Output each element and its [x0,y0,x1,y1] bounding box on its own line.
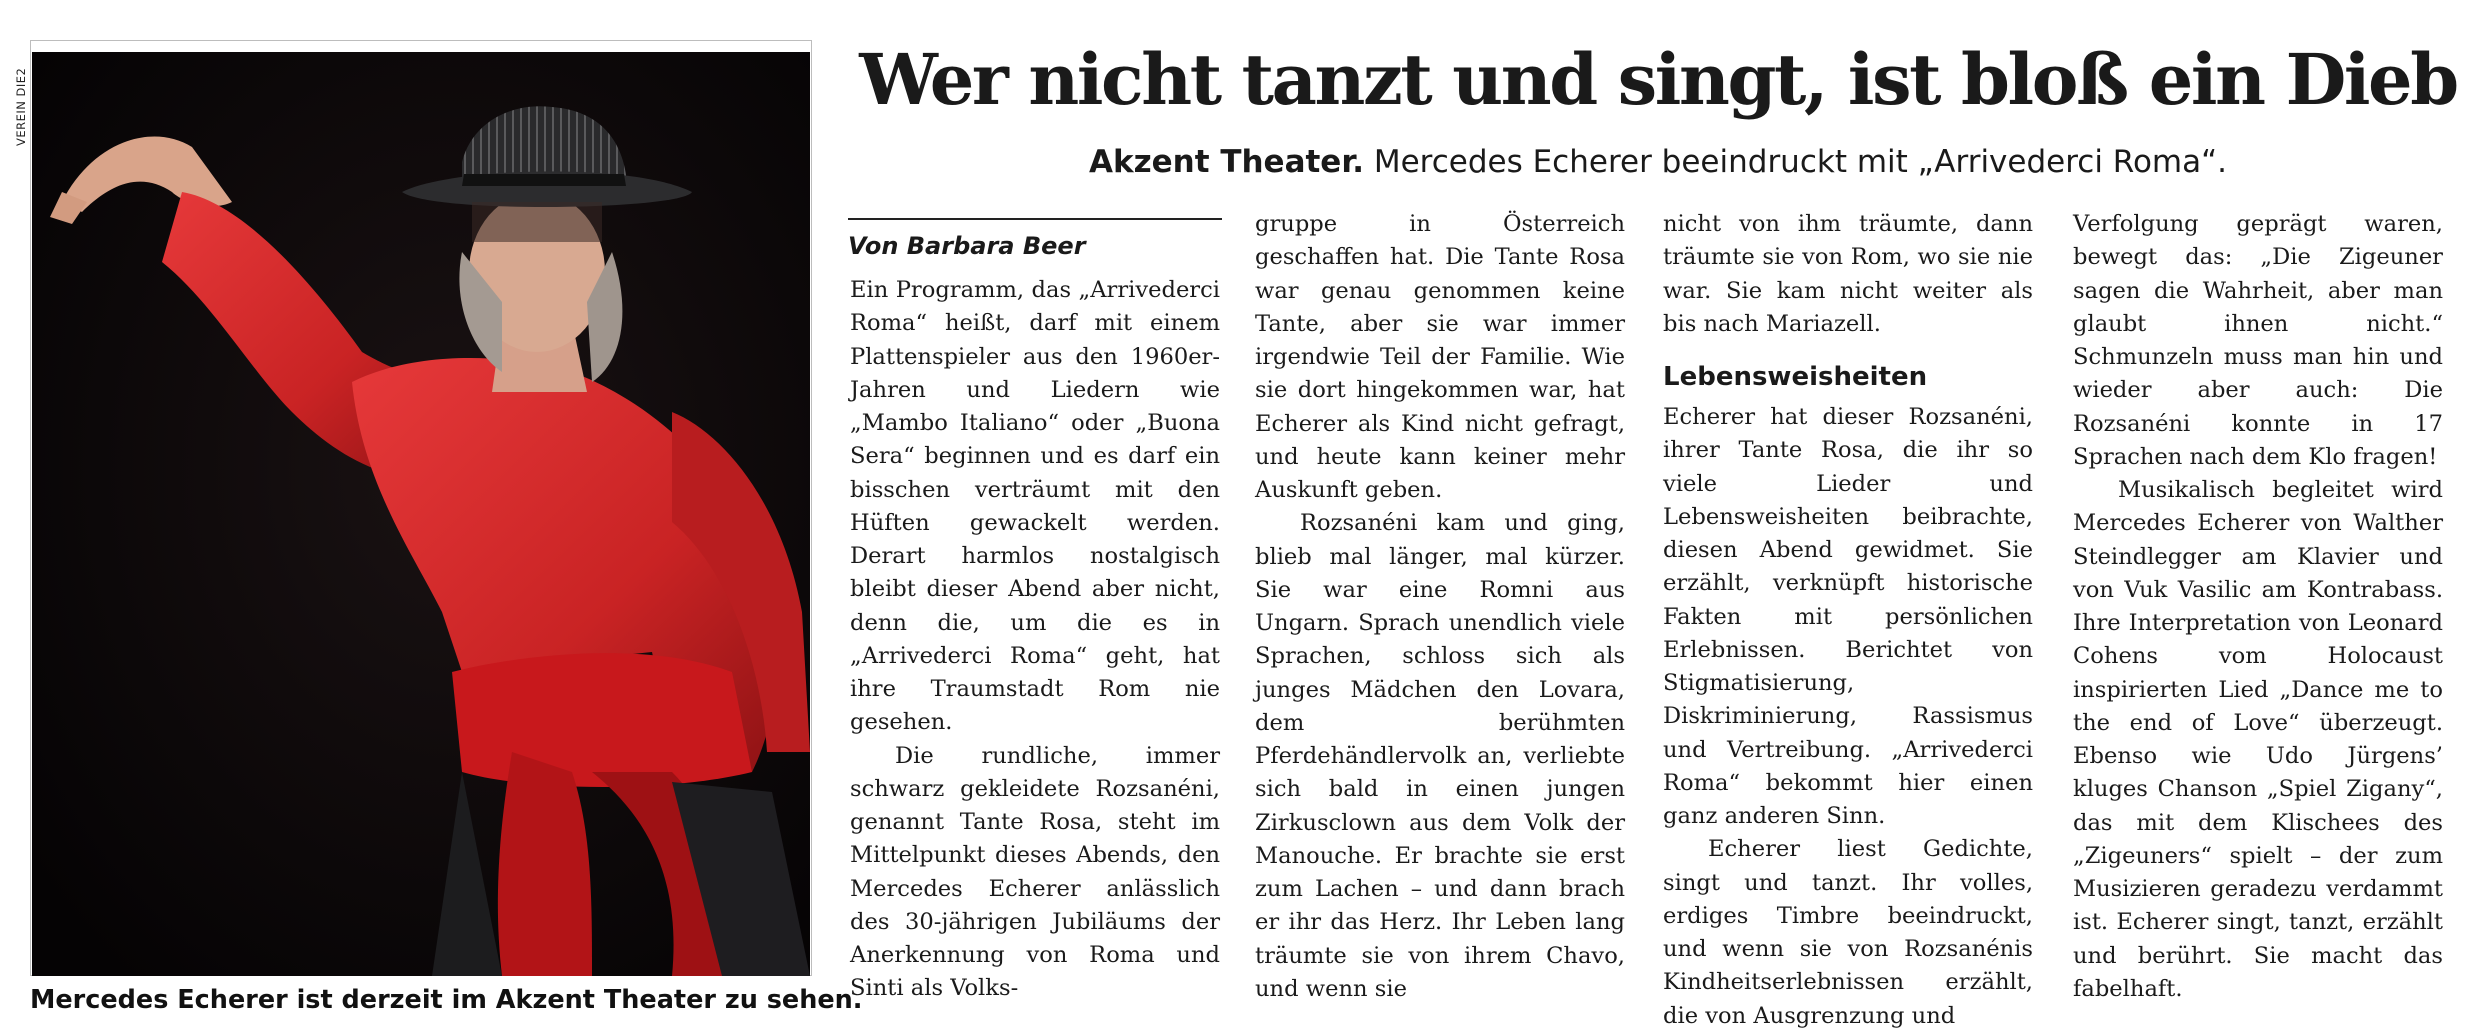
paragraph: Echerer hat dieser Rozsanéni, ihrer Tante Rosa, die ihr so viele Lieder und Lebensweisheiten beibrachte, diesen Abend gewidmet. Sie erzählt, verknüpft historische Fakten mit persönlichen Erlebnissen. Berichtet von Stigmatisierung, Diskriminierung, Rassismus und Vertreibung. „Arrivederci Roma“ bekommt hier einen ganz anderen Sinn. [1663,404,2033,829]
photo-credit: VEREIN DIE2 [14,67,28,146]
byline: Von Barbara Beer [848,232,1086,260]
subheadline [850,142,2466,182]
article-column-2 [1255,208,1625,1006]
section-heading: Lebensweisheiten [1663,362,1928,392]
article-column-3 [1663,208,2033,1033]
paragraph: Musikalisch begleitet wird Mercedes Echerer von Walther Steindlegger am Klavier und von Vuk Vasilic am Kontrabass. Ihre Interpretation von Leonard Cohens vom Holocaust inspirierten Lied „Dance me to the end of Love“ überzeugt. Ebenso wie Udo Jürgens’ kluges Chanson „Spiel Zigany“, das mit dem Klischees des „Zigeuners“ spielt – der zum Musizieren geradezu verdammt ist. Echerer singt, tanzt, erzählt und berührt. Sie macht das fabelhaft. [2073,477,2443,1002]
dancer-photo [32,52,810,976]
article-column-1 [850,274,1220,1006]
headline: Wer nicht tanzt und singt, ist bloß ein Dieb [859,38,2457,121]
paragraph: nicht von ihm träumte, dann träumte sie von Rom, wo sie nie war. Sie kam nicht weiter als bis nach Mariazell. [1663,211,2033,337]
photo-caption: Mercedes Echerer ist derzeit im Akzent Theater zu sehen. [30,985,863,1015]
subhead-kicker: Akzent Theater. [1088,144,1364,180]
paragraph: Verfolgung geprägt waren, bewegt das: „Die Zigeuner sagen die Wahrheit, aber man glaubt ihnen nicht.“ Schmunzeln muss man hin und wieder aber auch: Die Rozsanéni konnte in 17 Sprachen nach dem Klo fragen! [2073,211,2443,470]
paragraph: Rozsanéni kam und ging, blieb mal länger, mal kürzer. Sie war eine Romni aus Ungarn. Sprach unendlich viele Sprachen, schloss sich als junges Mädchen den Lovara, dem berühmten Pferdehändlervolk an, verliebte sich bald in einen jungen Zirkusclown aus dem Volk der Manouche. Er brachte sie erst zum Lachen – und dann brach er ihr das Herz. Ihr Leben lang träumte sie von ihrem Chavo, und wenn sie [1255,510,1625,1002]
paragraph: Echerer liest Gedichte, singt und tanzt. Ihr volles, erdiges Timbre beeindruckt, und wenn sie von Rozsanénis Kindheitserlebnissen erzählt, die von Ausgrenzung und [1663,836,2033,1029]
paragraph: Ein Programm, das „Arrivederci Roma“ heißt, darf mit einem Plattenspieler aus den 1960er-Jahren und Liedern wie „Mambo Italiano“ oder „Buona Sera“ beginnen und es darf ein bisschen verträumt mit den Hüften gewackelt werden. Derart harmlos nostalgisch bleibt dieser Abend aber nicht, denn die, um die es in „Arrivederci Roma“ geht, hat ihre Traumstadt Rom nie gesehen. [850,277,1220,736]
byline-rule [848,218,1222,220]
subhead-text: Mercedes Echerer beeindruckt mit „Arrivederci Roma“. [1363,144,2228,180]
article-column-4 [2073,208,2443,1006]
paragraph: gruppe in Österreich geschaffen hat. Die Tante Rosa war genau genommen keine Tante, aber sie war immer irgendwie Teil der Familie. Wie sie dort hingekommen war, hat Echerer als Kind nicht gefragt, und heute kann keiner mehr Auskunft geben. [1255,211,1625,503]
paragraph: Die rundliche, immer schwarz gekleidete Rozsanéni, genannt Tante Rosa, steht im Mittelpunkt dieses Abends, den Mercedes Echerer anlässlich des 30-jährigen Jubiläums der Anerkennung von Roma und Sinti als Volks- [850,742,1220,1002]
